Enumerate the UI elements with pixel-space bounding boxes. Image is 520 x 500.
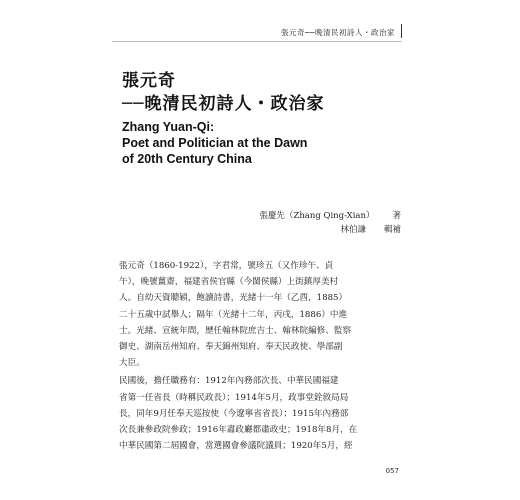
translator-name: 林伯謙	[340, 225, 366, 235]
title-english-line-2: Poet and Politician at the Dawn	[122, 136, 308, 150]
running-head: 張元奇──晚清民初詩人・政治家	[280, 28, 395, 37]
running-head-divider	[401, 24, 402, 38]
body-paragraph: 張元奇（1860-1922），字君常，號珍五（又作珍午、貞 午），晚號薑齋，福建省侯官縣（今閩侯縣）上街鎮厚美村 人。自幼天資聰穎，飽讀詩書，光緒十一年（乙酉，1885） 二十五歲中試舉人；隔年（光緒十二年，丙戌，1886）中進 士。光緒、宣統年間，歷任翰林院庶吉士、翰林院編修、監察 御史、湖南岳州知府、奉天錦州知府、奉天民政使、學部副 大臣。	[119, 261, 352, 369]
author-name: 張慶先（Zhang Qing-Xian）	[259, 211, 375, 221]
title-english-line-1: Zhang Yuan-Qi:	[122, 120, 215, 134]
translator-line	[259, 223, 401, 237]
title-chinese-subtitle: ──晚清民初詩人・政治家	[122, 94, 325, 114]
author-line	[259, 209, 401, 223]
body-paragraph: 民國後，擔任職務有：1912年內務部次長、中華民國福建 省第一任省長（時稱民政長）；1914年5月，政事堂銓敘局局 長，同年9月任奉天巡按使（今遼寧省省長）；1915年內務部 次長兼參政院參政；1916年肅政廳都肅政史；1918年8月，在 中華民國第二屆國會，當選國會參議院議員；1920年5月，經	[119, 376, 358, 452]
article-title-block	[122, 70, 324, 167]
author-role: 著	[392, 211, 401, 221]
title-chinese-name: 張元奇	[122, 71, 176, 91]
article-body	[119, 258, 402, 454]
title-english-line-3: of 20th Century China	[122, 152, 252, 166]
page-number: 057	[385, 467, 399, 475]
header-rule	[112, 41, 402, 42]
byline	[259, 209, 401, 237]
translator-role: 輯補	[383, 225, 401, 235]
